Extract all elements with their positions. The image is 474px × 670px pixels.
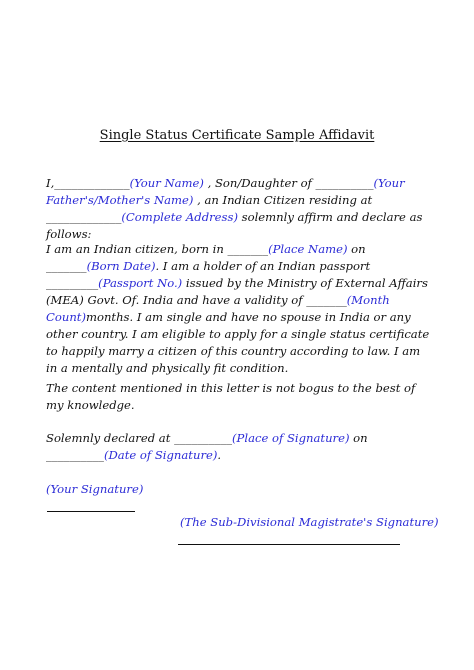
placeholder-parent-name: (Your Father's/Mother's Name) — [46, 176, 405, 207]
text: issued by the Ministry of External Affairs (MEA) Govt. Of. India and have a validity of — [46, 276, 428, 307]
blank-line: _______ — [46, 259, 87, 273]
text: I am an Indian citizen, born in — [46, 242, 228, 256]
paragraph-statement — [46, 241, 434, 377]
placeholder-place-name: (Place Name) — [268, 242, 348, 256]
blank-line: _____________ — [46, 210, 122, 224]
blank-line: _______ — [227, 242, 269, 256]
placeholder-month-count: (Month Count) — [46, 293, 390, 324]
text: I, — [46, 176, 55, 190]
text: months. I am single and have no spouse in India or any other country. I am eligible to apply for a single status certificate to happily marry a citizen of this country according to law. I am in a mentally and physically fit condition. — [46, 310, 430, 375]
text: on — [347, 242, 366, 256]
blank-line: __________ — [315, 176, 374, 190]
text: on — [349, 431, 368, 445]
text: . — [217, 448, 222, 462]
text: solemnly affirm and declare as follows: — [46, 210, 423, 241]
paragraph-declared — [46, 430, 434, 464]
your-signature-label: (Your Signature) — [46, 482, 144, 496]
placeholder-born-date: (Born Date) — [86, 259, 156, 273]
paragraph-declarant — [46, 175, 434, 243]
blank-line: __________ — [174, 431, 233, 445]
blank-line: _________ — [46, 276, 99, 290]
text: , Son/Daughter of — [203, 176, 316, 190]
blank-line: _______ — [306, 293, 347, 307]
text: . I am a holder of an Indian passport — [155, 259, 371, 273]
placeholder-your-name: (Your Name) — [129, 176, 204, 190]
paragraph-truth: The content mentioned in this letter is not bogus to the best of my knowledge. — [46, 381, 416, 412]
placeholder-place-of-signature: (Place of Signature) — [232, 431, 350, 445]
document-title: Single Status Certificate Sample Affidavit — [99, 128, 375, 143]
blank-line: __________ — [46, 448, 104, 462]
text: Solemnly declared at — [46, 431, 175, 445]
magistrate-signature-line — [178, 544, 400, 545]
text: , an Indian Citizen residing at — [193, 193, 373, 207]
blank-line: _____________ — [54, 176, 130, 190]
placeholder-passport-no: (Passport No.) — [98, 276, 183, 290]
placeholder-date-of-signature: (Date of Signature) — [103, 448, 218, 462]
your-signature-line — [47, 511, 135, 512]
magistrate-signature-label: (The Sub-Divisional Magistrate's Signature) — [180, 515, 439, 529]
placeholder-address: (Complete Address) — [121, 210, 238, 224]
